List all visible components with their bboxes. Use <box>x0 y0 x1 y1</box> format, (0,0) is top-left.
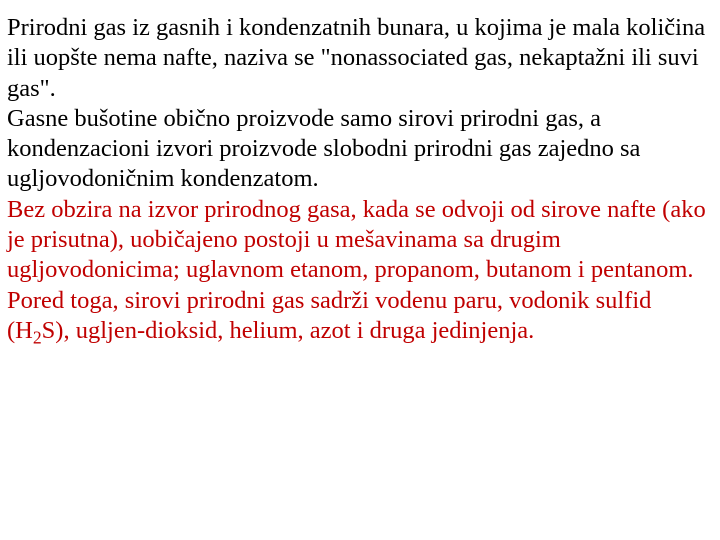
paragraph-hydrocarbon-mixtures: Bez obzira na izvor prirodnog gasa, kada se odvoji od sirove nafte (ako je prisutna), uobičajeno postoji u mešavinama sa drugim ugljovodonicima; uglavnom etanom, propanom, butanom i pentanom. <box>7 195 706 284</box>
paragraph-gas-wells: Gasne bušotine obično proizvode samo sirovi prirodni gas, a kondenzacioni izvori proizvode slobodni prirodni gas zajedno sa ugljovodoničnim kondenzatom. <box>7 104 641 193</box>
impurities-text-start: Pored toga, sirovi prirodni gas sadrži vodenu paru, vodonik sulfid (H <box>7 286 652 344</box>
slide-text-body <box>7 13 713 346</box>
paragraph-nonassociated-gas: Prirodni gas iz gasnih i kondenzatnih bunara, u kojima je mala količina ili uopšte nema nafte, naziva se "nonassociated gas, nekaptažni ili suvi gas". <box>7 14 706 102</box>
h2s-subscript: 2 <box>32 327 42 348</box>
paragraph-impurities <box>7 286 713 347</box>
impurities-text-end: S), ugljen-dioksid, helium, azot i druga jedinjenja. <box>41 316 535 344</box>
